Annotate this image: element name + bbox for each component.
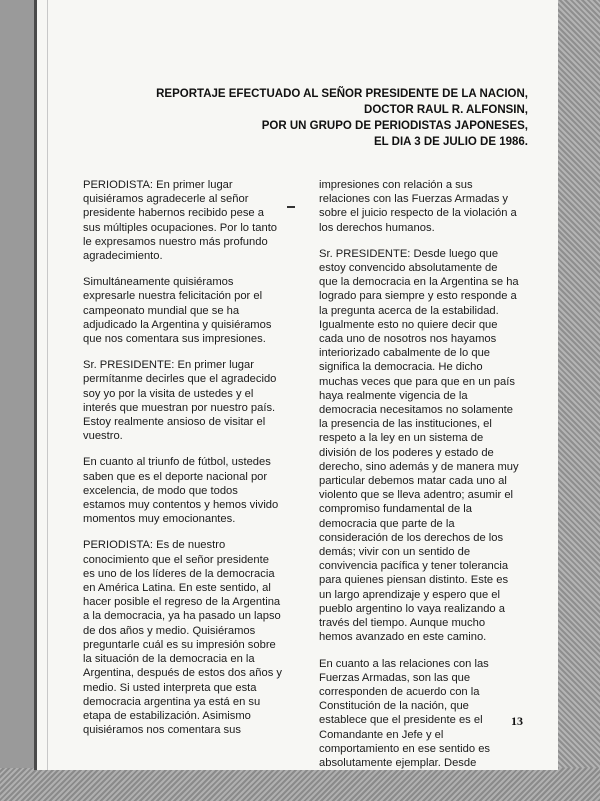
paragraph: impresiones con relación a sus relaciones con las Fuerzas Armadas y sobre el juicio respecto de la violación a los derechos humanos. <box>319 179 517 234</box>
paragraph: PERIODISTA: En primer lugar quisiéramos agradecerle al señor presidente habernos recibido pese a sus múltiples ocupaciones. Por lo tanto le expresamos nuestro más profundo agradecimiento. <box>83 179 278 263</box>
title-line: EL DIA 3 DE JULIO DE 1986. <box>373 136 528 148</box>
title-line: REPORTAJE EFECTUADO AL SEÑOR PRESIDENTE DE LA NACION, <box>156 88 528 100</box>
title-line: DOCTOR RAUL R. ALFONSIN, <box>364 104 528 116</box>
title-line: POR UN GRUPO DE PERIODISTAS JAPONESES, <box>261 120 528 132</box>
right-column <box>319 178 519 770</box>
document-page <box>34 0 558 770</box>
paragraph: En cuanto al triunfo de fútbol, ustedes saben que es el deporte nacional por excelencia, de modo que todos estamos muy contentos y hemos vivido momentos muy emocionantes. <box>83 456 279 526</box>
scan-edge-right <box>556 0 600 801</box>
left-column <box>83 178 283 749</box>
page-number: 13 <box>511 714 523 728</box>
paragraph: Simultáneamente quisiéramos expresarle nuestra felicitación por el campeonato mundial que se ha adjudicado la Argentina y quisiéramos que nos comentara sus impresiones. <box>83 276 272 346</box>
paragraph: PERIODISTA: Es de nuestro conocimiento que el señor presidente es uno de los líderes de la democracia en América Latina. En este sentido, al hacer posible el regreso de la Argentina a la democracia, ya ha pasado un lapso de dos años y medio. Quisiéramos preguntarle cuál es su impresión sobre la situación de la democracia en la Argentina, después de estos dos años y medio. Si usted interpreta que esta democracia argentina ya está en su etapa de estabilización. Asimismo quisiéramos nos comentara sus <box>83 539 283 737</box>
document-title <box>156 86 528 150</box>
scan-edge-bottom <box>0 768 600 801</box>
paragraph: Sr. PRESIDENTE: En primer lugar permítanme decirles que el agradecido soy yo por la visita de ustedes y el interés que muestran por nuestro país. Estoy realmente ansioso de visitar el vuestro. <box>83 359 277 443</box>
paragraph: En cuanto a las relaciones con las Fuerzas Armadas, son las que corresponden de acuerdo con la Constitución de la nación, que establece que el presidente es el Comandante en Jefe y el comportamiento en ese sentido es absolutamente ejemplar. Desde <box>319 657 491 769</box>
paragraph: Sr. PRESIDENTE: Desde luego que estoy convencido absolutamente de que la democracia en la Argentina se ha logrado para siempre y esto responde a la pregunta acerca de la estabilidad. Igualmente esto no quiere decir que cada uno de nosotros nos hayamos interiorizado cabalmente de lo que significa la democracia. He dicho muchas veces que para que en un país haya realmente vigencia de la democracia necesitamos no solamente la presencia de las instituciones, el respeto a la ley en un sistema de división de los poderes y estado de derecho, sino además y de manera muy particular debemos matar cada uno al violento que se lleva adentro; asumir el compromiso fundamental de la democracia que parte de la consideración de los derechos de los demás; vivir con un sentido de convivencia pacífica y tener tolerancia para quienes piensan distinto. Este es un largo aprendizaje y espero que el pueblo argentino lo vaya realizando a través del tiempo. Aunque mucho hemos avanzado en este camino. <box>319 247 519 644</box>
stray-mark <box>287 206 295 208</box>
